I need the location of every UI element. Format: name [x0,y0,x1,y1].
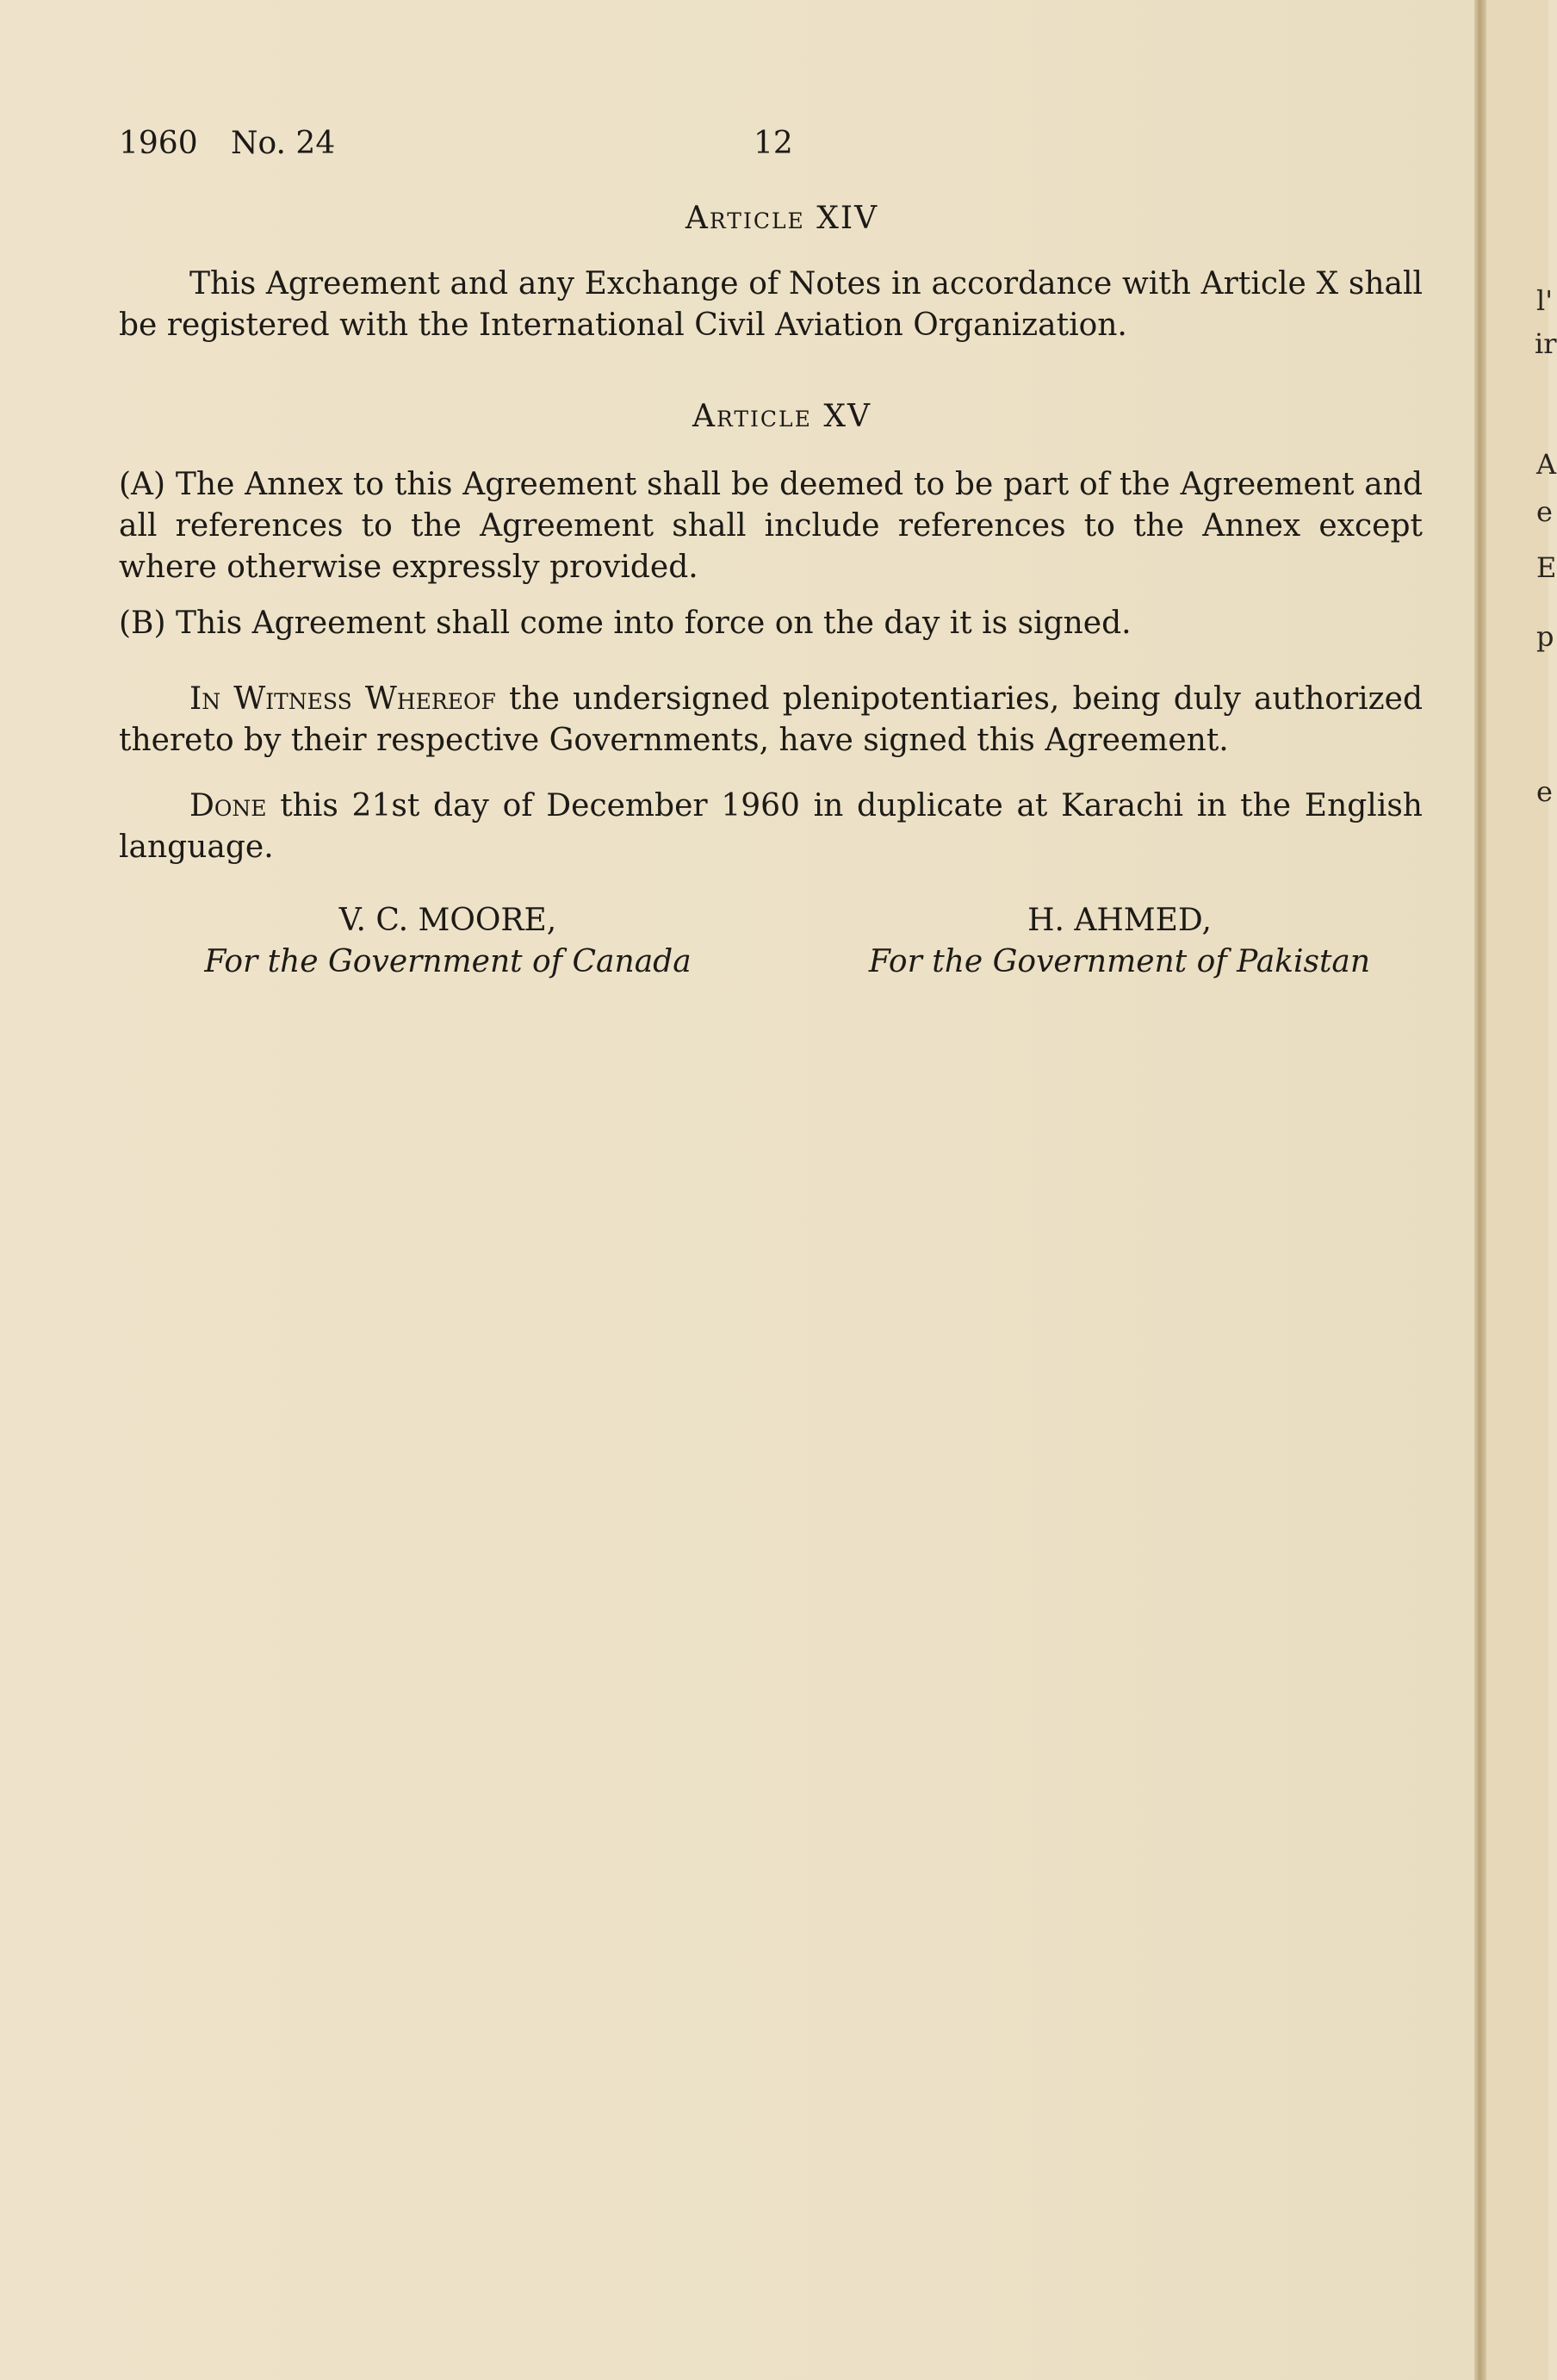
edge-fragment: A [1536,448,1557,481]
article-xv-title: Article XV [692,399,872,434]
header-number: No. 24 [231,126,336,161]
edge-fragment: E [1536,551,1557,584]
signature-pakistan [810,900,1430,983]
article-xv-para-a: (A) The Annex to this Agreement shall be deemed to be part of the Agreement and all references to the Agreement shall include references to the Annex except where otherwise expressly provided. [119,467,1423,585]
adjacent-page-edge [1486,0,1557,2380]
signatory-name: H. AHMED, [1027,903,1212,938]
done-clause [119,786,1423,868]
edge-fragment: e [1536,775,1553,808]
witness-text: the undersigned plenipotentiaries, being duly authorized thereto by their respective Governments, have signed this Agreement. [119,681,1423,758]
edge-fragment: l' [1536,284,1554,317]
article-xiv-title: Article XIV [685,201,879,236]
edge-fragment: ir [1535,327,1557,360]
article-xv-para-b: (B) This Agreement shall come into force on the day it is signed. [119,606,1132,641]
signatory-name: V. C. MOORE, [338,903,557,938]
page-number: 12 [754,126,793,161]
edge-fragment: p [1536,620,1554,653]
signatory-role: For the Government of Pakistan [868,944,1371,979]
header-year: 1960 [119,126,198,161]
signature-canada [155,900,741,983]
witness-clause [119,679,1423,761]
article-xiv-text: This Agreement and any Exchange of Notes in accordance with Article X shall be registered with the International Civil Aviation Organization. [119,266,1423,343]
page-header [119,126,1445,169]
done-lead: Done [189,788,267,823]
witness-lead: In Witness Whereof [189,681,496,717]
edge-fragment: e [1536,495,1553,528]
signatory-role: For the Government of Canada [204,944,692,979]
done-text: this 21st day of December 1960 in duplicate at Karachi in the English language. [119,788,1423,865]
page-gutter [1474,0,1486,2380]
